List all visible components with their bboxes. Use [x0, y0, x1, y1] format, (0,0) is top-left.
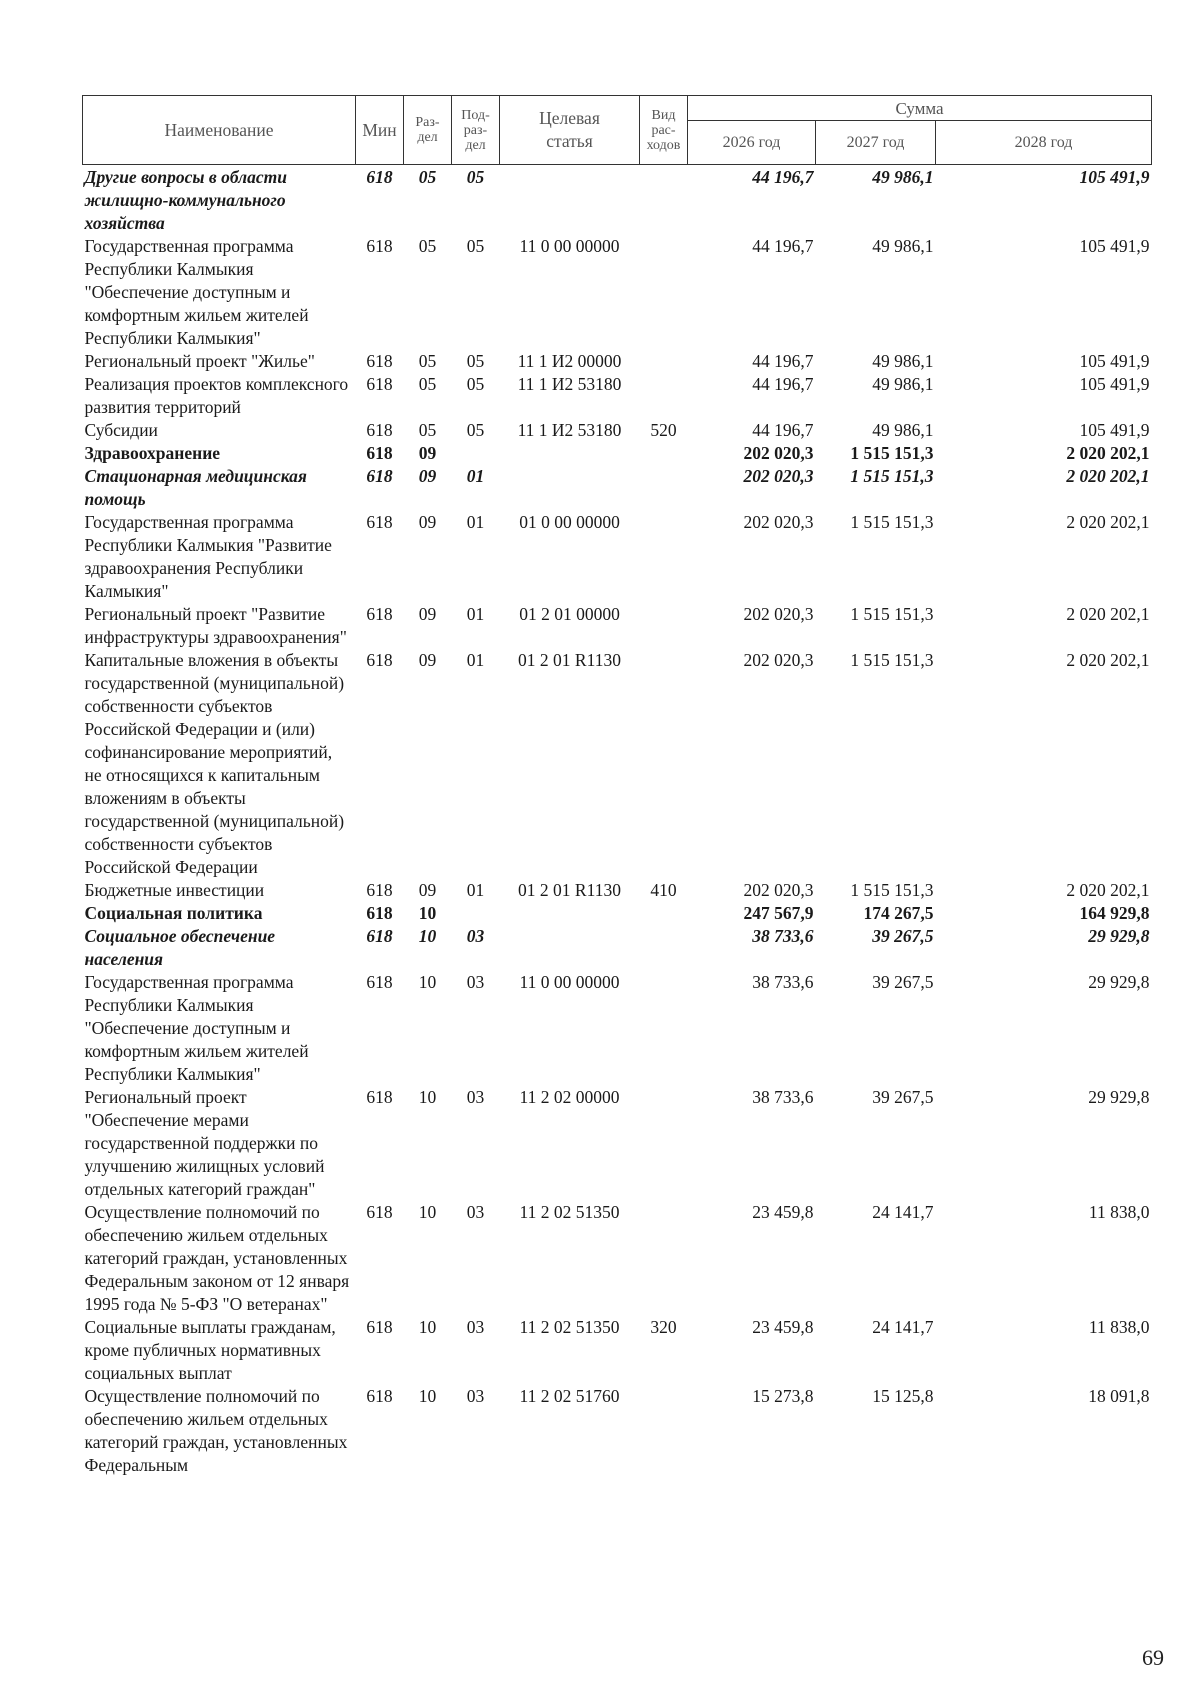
cell-sum-2027: 15 125,8 — [872, 1386, 934, 1406]
table-row — [83, 465, 1152, 511]
header-celevaya-statya: Целевая статья — [500, 96, 640, 165]
header-year-2026: 2026 год — [688, 121, 816, 165]
cell-podrazdel: 03 — [466, 1087, 485, 1107]
cell-sum-2027: 49 986,1 — [872, 351, 934, 371]
cell-sum-2026: 38 733,6 — [752, 1087, 814, 1107]
cell-name: Осуществление полномочий по обеспечению жильем отдельных категорий граждан, установленных Федеральным законом от 12 января 1995 года № 5-ФЗ "О ветеранах" — [84, 1202, 350, 1314]
table-row — [83, 902, 1152, 925]
cell-sum-2028: 2 020 202,1 — [1066, 466, 1150, 486]
table-row — [83, 1086, 1152, 1201]
cell-sum-2026: 23 459,8 — [752, 1202, 814, 1222]
table-row — [83, 511, 1152, 603]
cell-razdel: 09 — [418, 466, 437, 486]
table-row — [83, 235, 1152, 350]
cell-razdel: 10 — [418, 903, 437, 923]
cell-razdel: 09 — [418, 443, 437, 463]
cell-sum-2027: 39 267,5 — [872, 972, 934, 992]
cell-podrazdel: 01 — [466, 650, 485, 670]
cell-min: 618 — [366, 880, 393, 900]
cell-sum-2028: 2 020 202,1 — [1066, 443, 1150, 463]
cell-min: 618 — [366, 650, 393, 670]
cell-vid-rashodov — [640, 603, 688, 649]
cell-celevaya-statya: 11 2 02 51350 — [519, 1202, 620, 1222]
cell-celevaya-statya: 11 2 02 00000 — [519, 1087, 620, 1107]
cell-name: Социальное обеспечение населения — [84, 926, 276, 969]
cell-celevaya-statya: 11 1 И2 00000 — [517, 351, 622, 371]
cell-razdel: 09 — [418, 650, 437, 670]
cell-sum-2027: 24 141,7 — [872, 1317, 934, 1337]
table-row — [83, 603, 1152, 649]
cell-sum-2026: 202 020,3 — [743, 443, 814, 463]
table-body — [83, 165, 1152, 1478]
cell-sum-2028: 105 491,9 — [1079, 167, 1150, 187]
table-row — [83, 373, 1152, 419]
cell-min: 618 — [366, 351, 393, 371]
cell-podrazdel: 05 — [466, 236, 485, 256]
cell-sum-2026: 202 020,3 — [743, 466, 814, 486]
cell-sum-2026: 44 196,7 — [752, 236, 814, 256]
header-year-2028: 2028 год — [936, 121, 1152, 165]
cell-min: 618 — [366, 167, 393, 187]
table-row — [83, 649, 1152, 879]
cell-sum-2028: 2 020 202,1 — [1066, 880, 1150, 900]
cell-name: Государственная программа Республики Калмыкия "Развитие здравоохранения Республики Калмыкия" — [84, 512, 332, 601]
cell-sum-2027: 39 267,5 — [872, 1087, 934, 1107]
cell-celevaya-statya: 11 0 00 00000 — [519, 236, 620, 256]
cell-name: Бюджетные инвестиции — [84, 880, 265, 900]
table-row — [83, 879, 1152, 902]
cell-vid-rashodov — [640, 1086, 688, 1201]
cell-sum-2026: 202 020,3 — [743, 512, 814, 532]
cell-vid-rashodov: 320 — [650, 1317, 677, 1337]
cell-name: Социальная политика — [84, 903, 263, 923]
cell-razdel: 05 — [418, 374, 437, 394]
cell-celevaya-statya: 01 2 01 R1130 — [518, 880, 621, 900]
cell-sum-2027: 49 986,1 — [872, 374, 934, 394]
cell-sum-2028: 18 091,8 — [1088, 1386, 1150, 1406]
cell-vid-rashodov — [640, 902, 688, 925]
cell-podrazdel: 01 — [466, 512, 485, 532]
cell-razdel: 10 — [418, 1202, 437, 1222]
cell-celevaya-statya — [500, 925, 640, 971]
cell-name: Капитальные вложения в объекты государственной (муниципальной) собственности субъектов Российской Федерации и (или) софинансирование мероприятий, не относящихся к капитальным вложениям в объекты государственной (муниципальной) собственности субъектов Российской Федерации — [84, 650, 345, 877]
cell-min: 618 — [366, 466, 393, 486]
cell-sum-2027: 49 986,1 — [872, 420, 934, 440]
cell-vid-rashodov — [640, 465, 688, 511]
cell-razdel: 09 — [418, 512, 437, 532]
cell-name: Региональный проект "Развитие инфраструктуры здравоохранения" — [84, 604, 347, 647]
table-row — [83, 971, 1152, 1086]
cell-name: Осуществление полномочий по обеспечению жильем отдельных категорий граждан, установленных Федеральным — [84, 1386, 348, 1475]
cell-razdel: 05 — [418, 351, 437, 371]
cell-vid-rashodov — [640, 235, 688, 350]
cell-sum-2026: 44 196,7 — [752, 351, 814, 371]
cell-celevaya-statya: 11 1 И2 53180 — [517, 420, 622, 440]
cell-sum-2028: 29 929,8 — [1088, 972, 1150, 992]
cell-sum-2028: 29 929,8 — [1088, 926, 1150, 946]
cell-podrazdel: 03 — [466, 926, 485, 946]
cell-sum-2026: 202 020,3 — [743, 650, 814, 670]
cell-celevaya-statya — [500, 442, 640, 465]
cell-podrazdel: 01 — [466, 604, 485, 624]
cell-vid-rashodov — [640, 1201, 688, 1316]
cell-min: 618 — [366, 443, 393, 463]
page-number: 69 — [1142, 1645, 1164, 1670]
cell-sum-2028: 11 838,0 — [1088, 1317, 1150, 1337]
cell-sum-2028: 105 491,9 — [1079, 420, 1150, 440]
cell-name: Государственная программа Республики Калмыкия "Обеспечение доступным и комфортным жильем жителей Республики Калмыкия" — [84, 972, 309, 1084]
cell-podrazdel: 05 — [466, 167, 485, 187]
cell-razdel: 09 — [418, 880, 437, 900]
cell-min: 618 — [366, 972, 393, 992]
table-row — [83, 925, 1152, 971]
cell-sum-2026: 15 273,8 — [752, 1386, 814, 1406]
cell-podrazdel: 01 — [466, 880, 485, 900]
cell-sum-2026: 44 196,7 — [752, 420, 814, 440]
cell-vid-rashodov — [640, 373, 688, 419]
cell-podrazdel — [452, 442, 500, 465]
cell-min: 618 — [366, 903, 393, 923]
cell-razdel: 05 — [418, 420, 437, 440]
cell-vid-rashodov — [640, 971, 688, 1086]
cell-name: Субсидии — [84, 420, 158, 440]
cell-celevaya-statya: 11 1 И2 53180 — [517, 374, 622, 394]
budget-sheet — [82, 95, 1151, 1477]
cell-min: 618 — [366, 374, 393, 394]
table-row — [83, 165, 1152, 236]
cell-vid-rashodov: 410 — [650, 880, 677, 900]
header-summa: Сумма — [688, 96, 1152, 121]
cell-sum-2027: 49 986,1 — [872, 236, 934, 256]
cell-sum-2026: 38 733,6 — [752, 972, 814, 992]
table-row — [83, 1201, 1152, 1316]
cell-vid-rashodov: 520 — [650, 420, 677, 440]
cell-podrazdel: 03 — [466, 1386, 485, 1406]
cell-sum-2028: 29 929,8 — [1088, 1087, 1150, 1107]
cell-podrazdel: 03 — [466, 972, 485, 992]
cell-celevaya-statya: 11 0 00 00000 — [519, 972, 620, 992]
cell-vid-rashodov — [640, 350, 688, 373]
cell-podrazdel: 05 — [466, 374, 485, 394]
cell-sum-2027: 1 515 151,3 — [850, 650, 934, 670]
cell-min: 618 — [366, 1317, 393, 1337]
cell-sum-2027: 24 141,7 — [872, 1202, 934, 1222]
cell-vid-rashodov — [640, 649, 688, 879]
cell-razdel: 09 — [418, 604, 437, 624]
cell-sum-2026: 23 459,8 — [752, 1317, 814, 1337]
header-name: Наименование — [83, 96, 356, 165]
cell-razdel: 10 — [418, 1317, 437, 1337]
cell-vid-rashodov — [640, 165, 688, 236]
cell-sum-2027: 49 986,1 — [872, 167, 934, 187]
table-header — [83, 96, 1152, 165]
cell-sum-2026: 202 020,3 — [743, 604, 814, 624]
cell-razdel: 10 — [418, 972, 437, 992]
cell-min: 618 — [366, 1386, 393, 1406]
cell-podrazdel: 03 — [466, 1317, 485, 1337]
cell-min: 618 — [366, 236, 393, 256]
cell-sum-2027: 39 267,5 — [872, 926, 934, 946]
cell-sum-2027: 1 515 151,3 — [850, 443, 934, 463]
cell-min: 618 — [366, 512, 393, 532]
cell-celevaya-statya: 11 2 02 51350 — [519, 1317, 620, 1337]
budget-table — [82, 95, 1152, 1477]
cell-sum-2026: 247 567,9 — [743, 903, 814, 923]
cell-razdel: 10 — [418, 1386, 437, 1406]
cell-sum-2027: 1 515 151,3 — [850, 512, 934, 532]
cell-name: Стационарная медицинская помощь — [84, 466, 307, 509]
cell-sum-2027: 1 515 151,3 — [850, 466, 934, 486]
header-min: Мин — [356, 96, 404, 165]
cell-name: Реализация проектов комплексного развития территорий — [84, 374, 349, 417]
cell-razdel: 05 — [418, 167, 437, 187]
cell-podrazdel: 03 — [466, 1202, 485, 1222]
cell-min: 618 — [366, 420, 393, 440]
cell-sum-2028: 105 491,9 — [1079, 374, 1150, 394]
cell-podrazdel: 01 — [466, 466, 485, 486]
cell-sum-2028: 105 491,9 — [1079, 351, 1150, 371]
table-row — [83, 350, 1152, 373]
cell-razdel: 10 — [418, 1087, 437, 1107]
cell-sum-2027: 174 267,5 — [863, 903, 934, 923]
header-podrazdel: Под- раз- дел — [452, 96, 500, 165]
cell-celevaya-statya — [500, 165, 640, 236]
cell-min: 618 — [366, 926, 393, 946]
table-row — [83, 419, 1152, 442]
header-razdel: Раз- дел — [404, 96, 452, 165]
table-row — [83, 442, 1152, 465]
cell-celevaya-statya — [500, 465, 640, 511]
cell-celevaya-statya: 11 2 02 51760 — [519, 1386, 620, 1406]
cell-celevaya-statya: 01 0 00 00000 — [519, 512, 620, 532]
cell-sum-2026: 202 020,3 — [743, 880, 814, 900]
cell-vid-rashodov — [640, 925, 688, 971]
cell-name: Государственная программа Республики Калмыкия "Обеспечение доступным и комфортным жильем жителей Республики Калмыкия" — [84, 236, 309, 348]
cell-razdel: 10 — [418, 926, 437, 946]
cell-celevaya-statya: 01 2 01 00000 — [519, 604, 620, 624]
cell-vid-rashodov — [640, 1385, 688, 1477]
table-row — [83, 1385, 1152, 1477]
cell-name: Региональный проект "Жилье" — [84, 351, 315, 371]
cell-vid-rashodov — [640, 442, 688, 465]
cell-name: Региональный проект "Обеспечение мерами государственной поддержки по улучшению жилищных условий отдельных категорий граждан" — [84, 1087, 325, 1199]
cell-podrazdel: 05 — [466, 351, 485, 371]
cell-sum-2026: 38 733,6 — [752, 926, 814, 946]
cell-sum-2028: 2 020 202,1 — [1066, 650, 1150, 670]
table-row — [83, 1316, 1152, 1385]
cell-razdel: 05 — [418, 236, 437, 256]
cell-celevaya-statya — [500, 902, 640, 925]
cell-sum-2027: 1 515 151,3 — [850, 604, 934, 624]
cell-celevaya-statya: 01 2 01 R1130 — [518, 650, 621, 670]
cell-sum-2028: 105 491,9 — [1079, 236, 1150, 256]
cell-name: Социальные выплаты гражданам, кроме публичных нормативных социальных выплат — [84, 1317, 336, 1383]
cell-sum-2028: 164 929,8 — [1079, 903, 1150, 923]
cell-name: Другие вопросы в области жилищно-коммунального хозяйства — [84, 167, 288, 233]
cell-vid-rashodov — [640, 511, 688, 603]
cell-sum-2028: 2 020 202,1 — [1066, 512, 1150, 532]
cell-min: 618 — [366, 1087, 393, 1107]
cell-min: 618 — [366, 604, 393, 624]
cell-name: Здравоохранение — [84, 443, 221, 463]
cell-sum-2027: 1 515 151,3 — [850, 880, 934, 900]
cell-sum-2028: 2 020 202,1 — [1066, 604, 1150, 624]
cell-sum-2028: 11 838,0 — [1088, 1202, 1150, 1222]
cell-podrazdel — [452, 902, 500, 925]
cell-sum-2026: 44 196,7 — [752, 374, 814, 394]
header-vid-rashodov: Вид рас- ходов — [640, 96, 688, 165]
header-year-2027: 2027 год — [816, 121, 936, 165]
cell-podrazdel: 05 — [466, 420, 485, 440]
cell-sum-2026: 44 196,7 — [752, 167, 814, 187]
cell-min: 618 — [366, 1202, 393, 1222]
